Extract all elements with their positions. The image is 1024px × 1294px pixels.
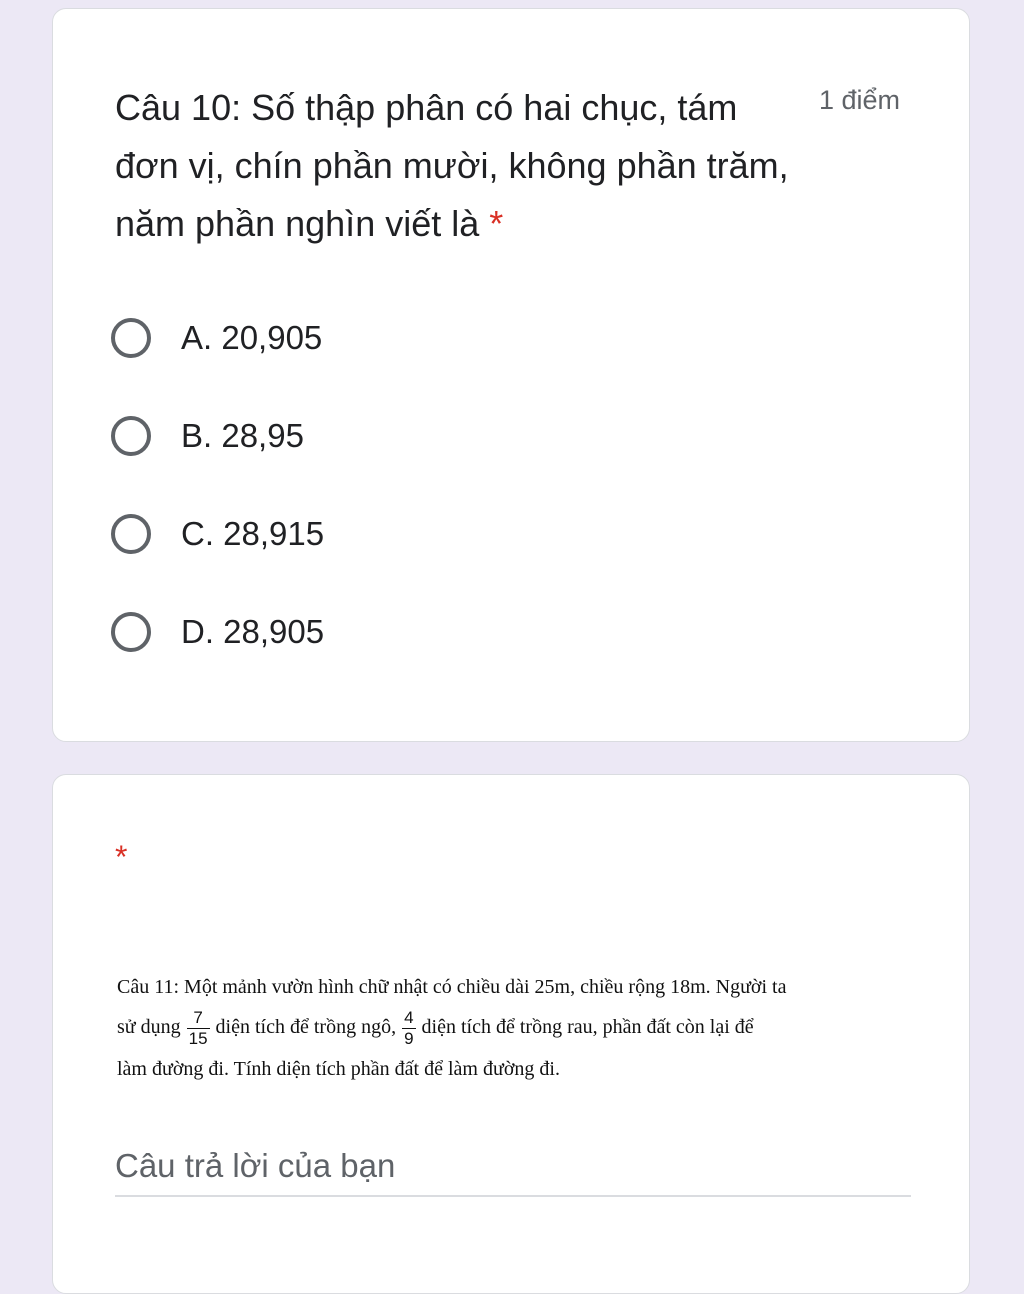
option-label: D. 28,905 xyxy=(181,613,325,650)
question-image-line-3: làm đường đi. Tính diện tích phần đất để làm đường đi. xyxy=(117,1057,560,1080)
option-a[interactable] xyxy=(111,313,322,363)
question-image-line-1: Câu 11: Một mảnh vườn hình chữ nhật có chiều dài 25m, chiều rộng 18m. Người ta xyxy=(117,976,787,998)
question-title xyxy=(115,79,805,253)
question-card-11 xyxy=(52,774,970,1294)
fraction-numerator: 7 xyxy=(187,1008,210,1029)
fraction-denominator: 9 xyxy=(404,1028,414,1048)
question-image-line-2 xyxy=(117,1007,917,1049)
image-text: diện tích để trồng rau, phần đất còn lại để xyxy=(421,1016,754,1038)
image-text: diện tích để trồng ngô, xyxy=(215,1016,397,1038)
radio-button[interactable] xyxy=(111,318,151,358)
required-asterisk: * xyxy=(115,839,128,875)
option-b[interactable] xyxy=(111,411,304,461)
fraction-7-15 xyxy=(187,1008,210,1049)
fraction-4-9 xyxy=(402,1008,415,1049)
option-d[interactable] xyxy=(111,607,324,657)
radio-button[interactable] xyxy=(111,416,151,456)
option-label: C. 28,915 xyxy=(181,515,325,552)
fraction-numerator: 4 xyxy=(404,1007,414,1027)
option-label: B. 28,95 xyxy=(181,417,304,454)
option-label: A. 20,905 xyxy=(181,319,323,356)
question-card-10 xyxy=(52,8,970,742)
radio-button[interactable] xyxy=(111,612,151,652)
fraction-denominator: 15 xyxy=(188,1028,208,1048)
question-image xyxy=(117,967,917,1089)
required-asterisk: * xyxy=(489,203,504,244)
points-label: 1 điểm xyxy=(819,85,901,115)
radio-button[interactable] xyxy=(111,514,151,554)
image-text: sử dụng xyxy=(117,1016,181,1038)
question-title-text: Câu 10: Số thập phân có hai chục, tám đơn vị, chín phần mười, không phần trăm, năm phần nghìn viết là xyxy=(115,87,789,244)
answer-input[interactable] xyxy=(115,1137,911,1197)
option-c[interactable] xyxy=(111,509,324,559)
